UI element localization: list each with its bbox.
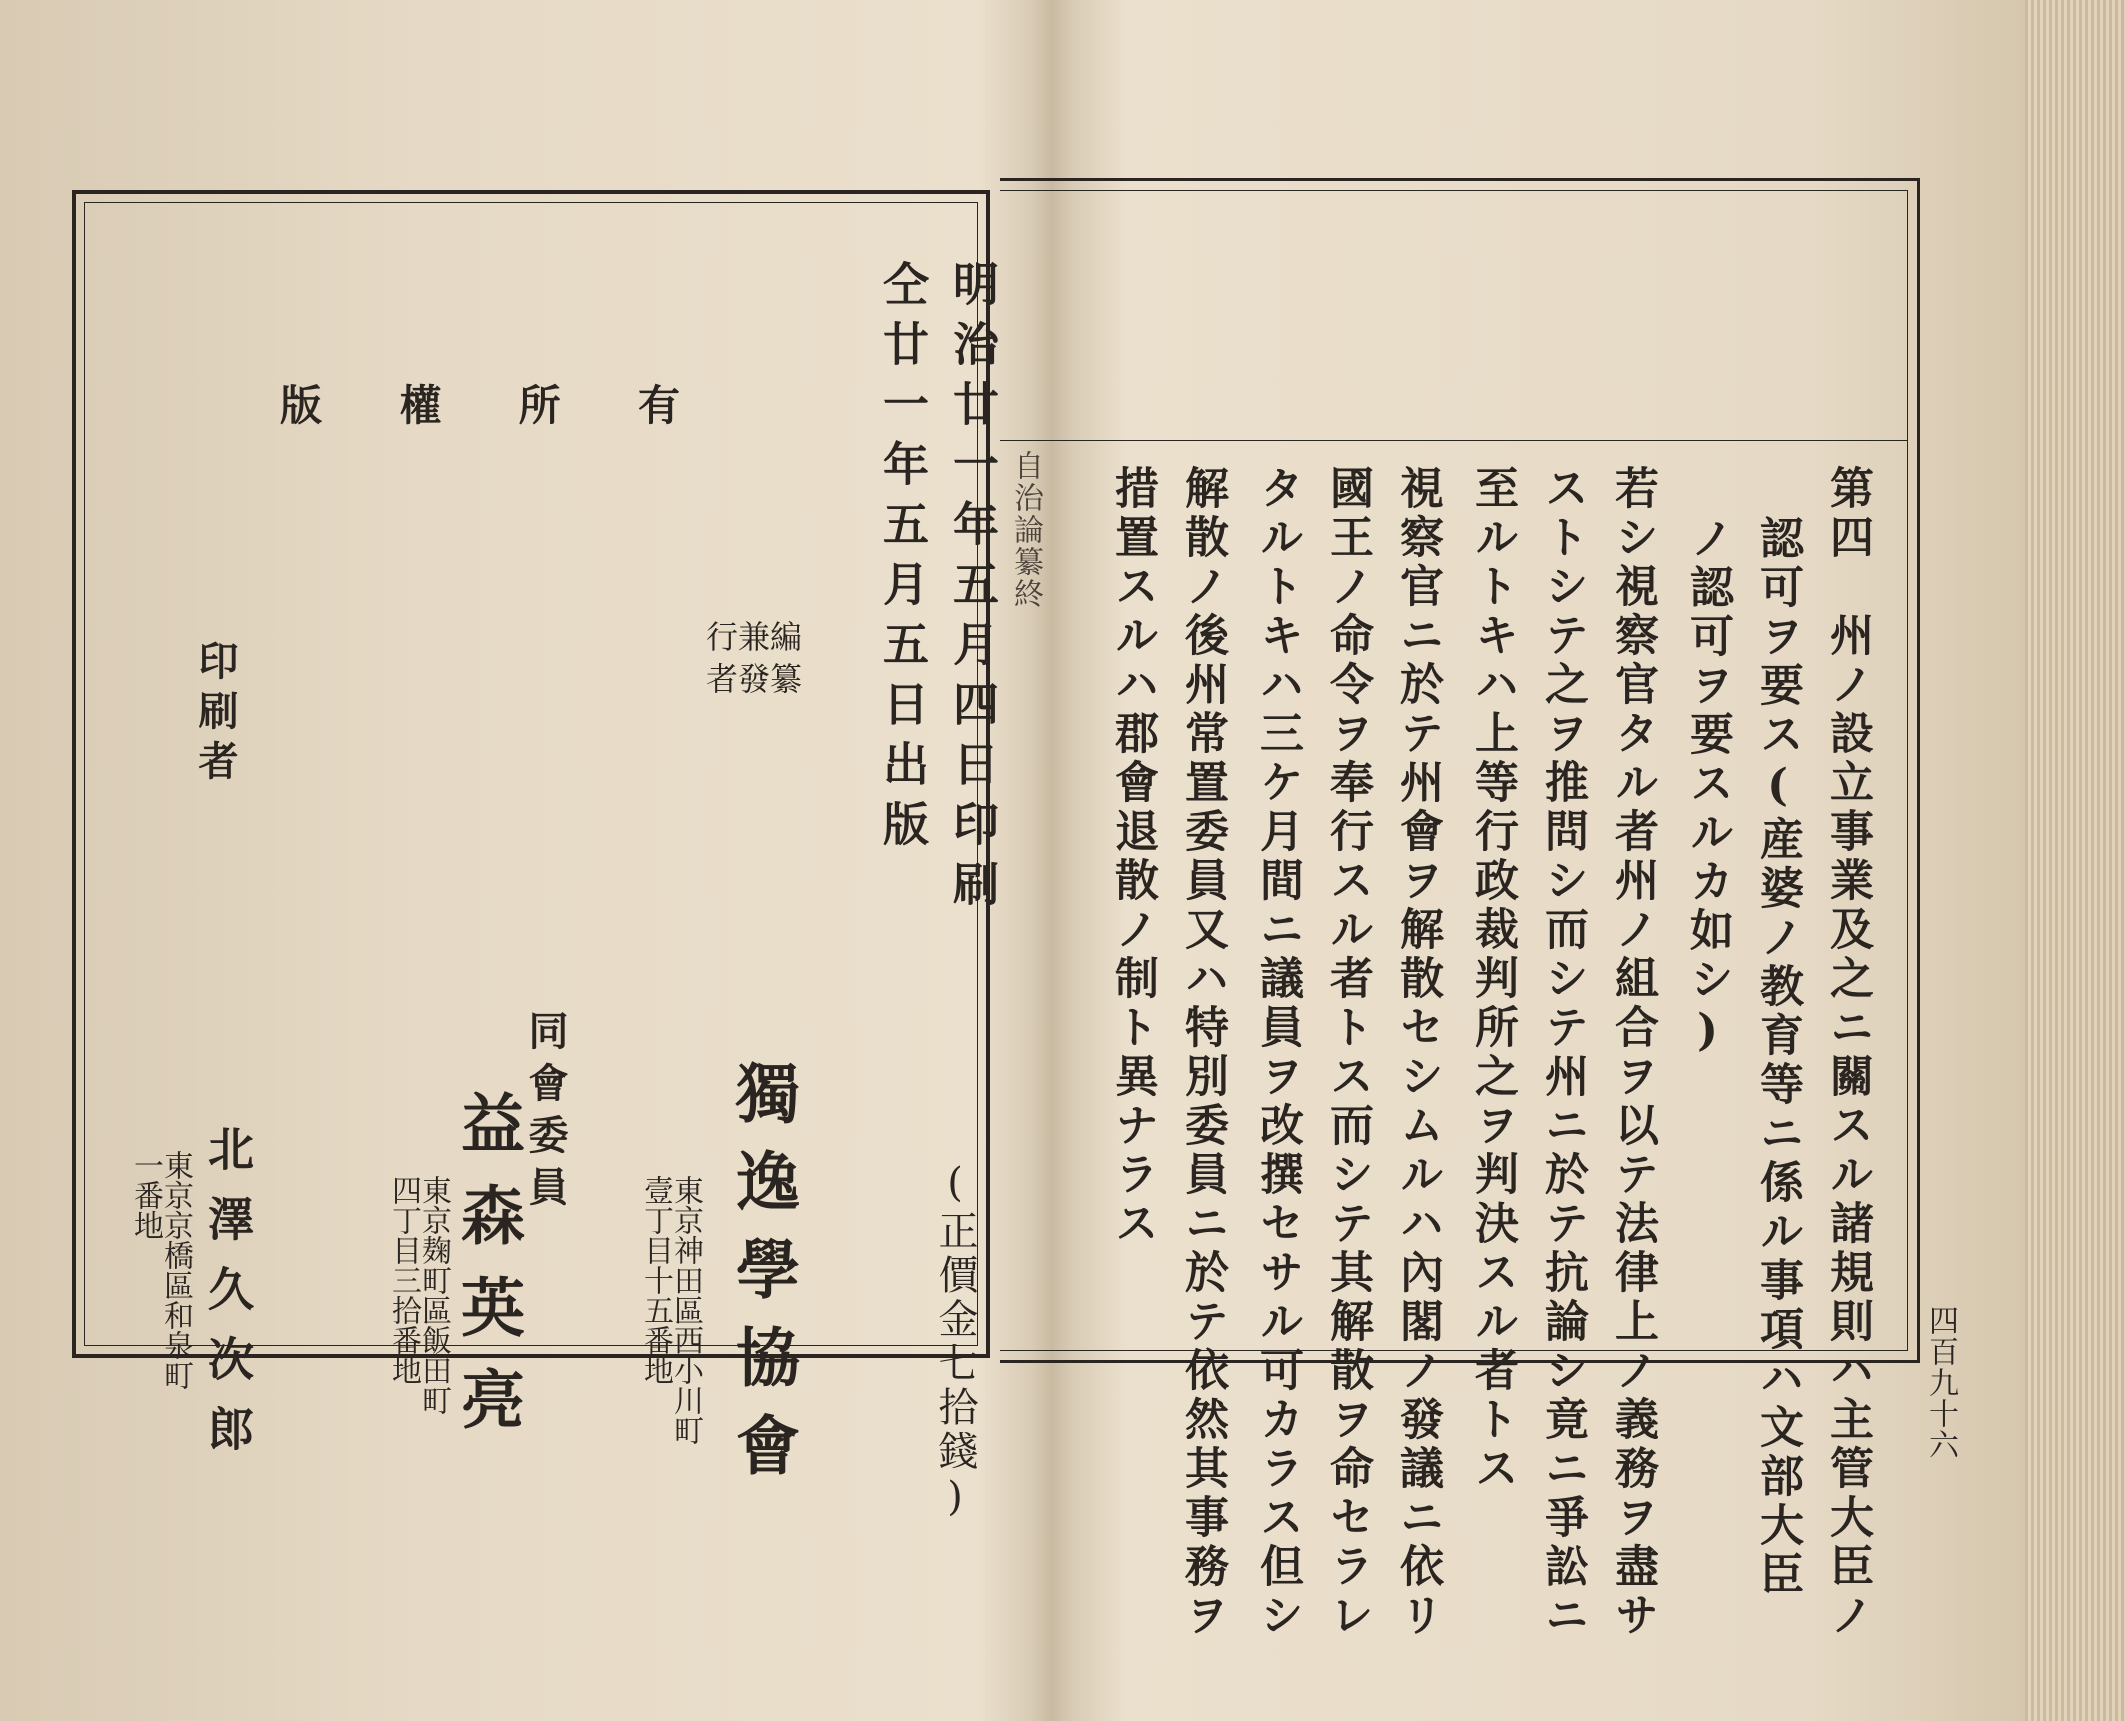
body-line-6: 至ルトキハ上等行政裁判所之ヲ判決スル者トス	[1467, 465, 1518, 1494]
editor-name: 獨逸學協會	[725, 1060, 800, 1500]
copyright-char: 權	[399, 381, 442, 430]
copyright-text	[280, 381, 680, 430]
body-line-8: 國王ノ命令ヲ奉行スル者トス而シテ其解散ヲ命セラレ	[1322, 465, 1373, 1641]
printed-date: 明治廿一年五月四日印刷	[946, 260, 1000, 920]
body-line-4: 若シ視察官タル者州ノ組合ヲ以テ法律上ノ義務ヲ盡サ	[1607, 465, 1658, 1641]
committee-role: 同會委員	[522, 1010, 569, 1218]
editor-address-2	[638, 1175, 673, 1385]
printer-address-line-2: 一番地	[128, 1150, 163, 1240]
committee-address-line-1: 東京麹町區飯田町	[416, 1175, 451, 1415]
body-line-9: タルトキハ三ケ月間ニ議員ヲ改撰セサル可カラス但シ	[1252, 465, 1303, 1641]
printer-address-line-1: 東京京橋區和泉町	[158, 1150, 193, 1390]
copyright-char: 所	[518, 381, 561, 430]
copyright-char: 版	[280, 381, 323, 430]
header-rule	[1000, 440, 1908, 441]
editor-address-line-1: 東京神田區西小川町	[668, 1175, 703, 1445]
editor-role: 編纂兼發行者	[701, 620, 803, 704]
published-date: 仝廿一年五月五日出版	[876, 260, 930, 860]
body-line-10: 解散ノ後州常置委員又ハ特別委員ニ於テ依然其事務ヲ	[1177, 465, 1228, 1641]
body-line-2: 認可ヲ要ス(産婆ノ教育等ニ係ル事項ハ文部大臣	[1752, 515, 1803, 1600]
body-line-1: 第四 州ノ設立事業及之ニ關スル諸規則ハ主管大臣ノ	[1822, 465, 1873, 1641]
body-line-7: 視察官ニ於テ州會ヲ解散セシムルハ內閣ノ發議ニ依リ	[1392, 465, 1443, 1641]
page-number: 四百九十六	[1923, 1305, 1958, 1460]
committee-name: 益森英亮	[450, 1090, 525, 1458]
body-line-5: ストシテ之ヲ推問シ而シテ州ニ於テ抗論シ竟ニ爭訟ニ	[1537, 465, 1588, 1641]
printer-name: 北澤久次郎	[201, 1125, 255, 1475]
committee-address-line-2: 四丁目三拾番地	[386, 1175, 421, 1385]
editor-address-line-2: 壹丁目十五番地	[638, 1175, 673, 1385]
printer-role: 印刷者	[192, 640, 239, 790]
running-title: 自治論纂終	[1008, 450, 1043, 610]
price-label: (正價金七拾錢)	[932, 1160, 978, 1524]
body-line-3: ノ認可ヲ要スルカ如シ)	[1682, 515, 1733, 1061]
copyright-char: 有	[637, 381, 680, 430]
body-line-11: 措置スルハ郡會退散ノ制ト異ナラス	[1107, 465, 1158, 1249]
editor-address	[668, 1175, 703, 1445]
page-edges	[2025, 0, 2125, 1721]
